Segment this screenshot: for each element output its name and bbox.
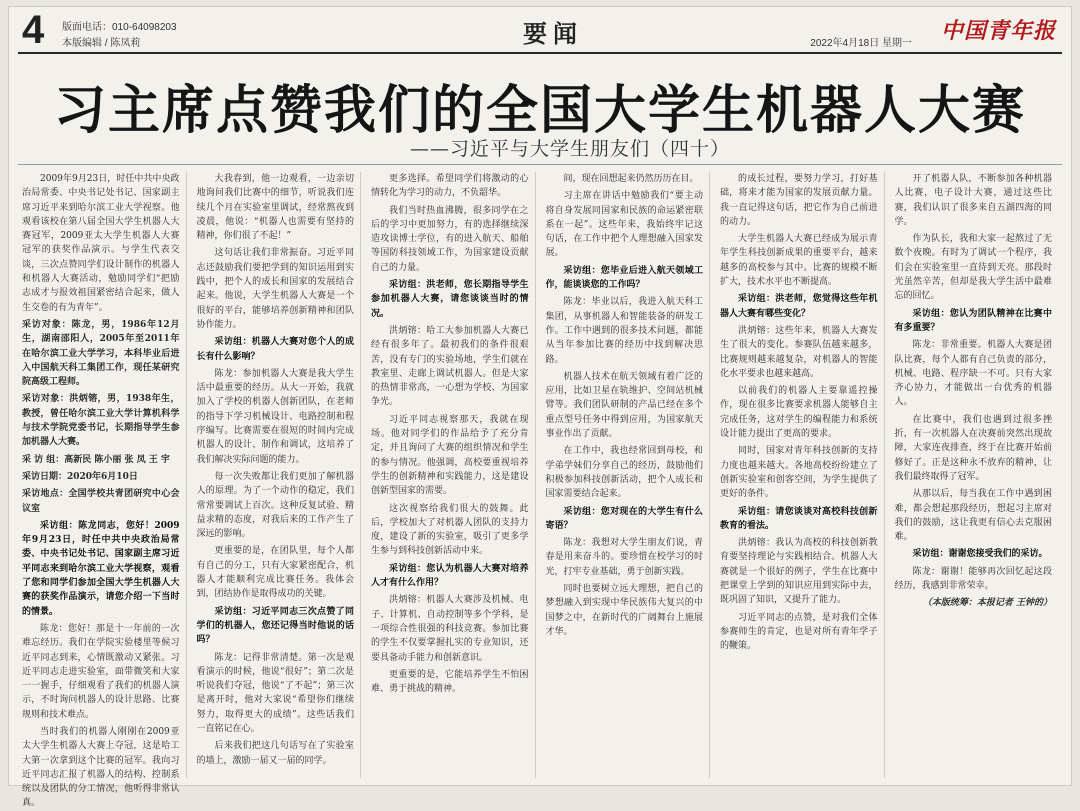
article-paragraph: 陈龙：我想对大学生朋友们说，青春是用来奋斗的。要珍惜在校学习的时光，打牢专业基础，勇于创新实践。 xyxy=(545,538,703,577)
interview-question: 采访组：习近平同志三次点赞了同学们的机器人，您还记得当时他说的话吗？ xyxy=(196,606,354,646)
page-number: 4 xyxy=(22,8,45,52)
article-paragraph: 陈龙：参加机器人大赛是我大学生活中最重要的经历。从大一开始，我就加入了学校的机器人创新团队，在老师的指导下学习机械设计、电路控制和程序编写。比赛需要在很短的时间内完成机器人的设计、制作和调试，这培养了我们解决实际问题的能力。 xyxy=(196,368,354,465)
article-paragraph: 习主席在讲话中勉励我们“要主动将自身发展同国家和民族的命运紧密联系在一起”。这些年来，我始终牢记这句话，在工作中把个人理想融入国家发展。 xyxy=(545,191,703,259)
article-paragraph: 每一次失败都让我们更加了解机器人的原理。为了一个动作的稳定，我们常常要调试上百次。这种反复试验、精益求精的态度，对我后来的工作产生了深远的影响。 xyxy=(196,471,354,540)
interview-credit: 采访地点：全国学校共青团研究中心会议室 xyxy=(22,489,180,514)
interview-question: 采访组：您认为团队精神在比赛中有多重要？ xyxy=(894,308,1052,333)
article-paragraph: 大学生机器人大赛已经成为展示青年学生科技创新成果的重要平台，越来越多的高校参与其中。比赛的规模不断扩大，技术水平也不断提高。 xyxy=(720,234,878,288)
subheadline: ——习近平与大学生朋友们（四十） xyxy=(409,138,730,160)
article-endnote: （本版统筹：本报记者 王钟的） xyxy=(922,598,1052,609)
article-paragraph: 同时也要树立远大理想，把自己的梦想融入到实现中华民族伟大复兴的中国梦之中，在新时代的广阔舞台上施展才华。 xyxy=(545,584,703,637)
header-editors: 本版编辑 / 陈凤莉 xyxy=(62,38,141,49)
article-paragraph: 洪炳镕：机器人大赛涉及机械、电子、计算机、自动控制等多个学科，是一项综合性很强的科技竞赛。参加比赛的学生不仅要掌握扎实的专业知识，还要具备动手能力和创新意识。 xyxy=(371,595,529,663)
article-paragraph: 从那以后，每当我在工作中遇到困难，都会想起那段经历，想起习主席对我们的鼓励，这让我更有信心去克服困难。 xyxy=(894,489,1052,543)
headline: 习主席点赞我们的全国大学生机器人大赛 xyxy=(53,81,1026,141)
section-title: 要闻 xyxy=(523,19,583,48)
article-paragraph: 大我春到，他一边观看，一边亲切地询问我们比赛中的细节，听说我们连续几个月在实验室里调试，经常熬夜到凌晨，他说：“机器人也需要有坚持的精神，你们很了不起！” xyxy=(196,174,354,242)
article-paragraph: 这句话让我们非常振奋。习近平同志还鼓励我们要把学到的知识运用到实践中，把个人的成长和国家的发展结合起来。他说，大学生机器人大赛是一个很好的平台，能够培养创新精神和团队协作能力。 xyxy=(196,248,354,330)
interview-question: 采访组：您毕业后进入航天领域工作，能谈谈您的工作吗？ xyxy=(545,265,703,291)
article-column xyxy=(895,172,1059,778)
interview-question: 采访组：机器人大赛对您个人的成长有什么影响？ xyxy=(196,337,354,362)
interview-question: 采访组：洪老师，您长期指导学生参加机器人大赛，请您谈谈当时的情况。 xyxy=(371,280,529,319)
article-paragraph: 更多选择。希望同学们将激动的心情转化为学习的动力，不负韶华。 xyxy=(371,174,529,199)
page-header xyxy=(18,8,1062,54)
article-paragraph: 洪炳镕：我认为高校的科技创新教育要坚持理论与实践相结合。机器人大赛就是一个很好的例子，学生在比赛中把课堂上学到的知识应用到实际中去，既巩固了知识，又提升了能力。 xyxy=(720,538,878,606)
article-paragraph: 习近平同志视察那天，我就在现场。他对同学们的作品给予了充分肯定，并且询问了大赛的组织情况和学生的参与情况。他强调，高校要重视培养学生的创新精神和实践能力，这是建设创新型国家的需要。 xyxy=(371,414,529,497)
article-paragraph: 在比赛中，我们也遇到过很多挫折，有一次机器人在决赛前突然出现故障，大家连夜排查，终于在比赛开始前修好了。正是这种永不放弃的精神，让我们最终取得了冠军。 xyxy=(894,414,1052,482)
article-paragraph: 当时我们的机器人刚刚在2009亚太大学生机器人大赛上夺冠，这是哈工大第一次拿到这个比赛的冠军。我向习近平同志汇报了机器人的结构、控制系统以及团队的分工情况，他听得非常认真。 xyxy=(22,726,180,809)
interview-credit: 采 访 组：高新民 陈小丽 张 凤 王 宇 xyxy=(22,454,170,465)
article-paragraph: 陈龙：记得非常清楚。第一次是观看演示的时候，他说“很好”；第二次是听说我们夺冠，他说“了不起”；第三次是离开时，他对大家说“希望你们继续努力，取得更大的成绩”。这些话我们一直铭记在心。 xyxy=(196,652,354,734)
article-column xyxy=(22,172,187,809)
article-paragraph: 这次视察给我们很大的鼓舞。此后，学校加大了对机器人团队的支持力度，建设了新的实验室，吸引了更多学生参与到科技创新活动中来。 xyxy=(371,503,529,557)
article-paragraph: 作为队长，我和大家一起熬过了无数个夜晚。有时为了调试一个程序，我们会在实验室里一直待到天亮。那段时光虽然辛苦，但却是我大学生活中最难忘的回忆。 xyxy=(894,234,1052,302)
article-column xyxy=(720,172,885,778)
article-paragraph: 我们当时热血沸腾，很多同学在之后的学习中更加努力，有的选择继续深造攻读博士学位，有的进入航天、船舶等国防科技领域工作，为国家建设贡献自己的力量。 xyxy=(371,205,529,273)
article-paragraph: 更重要的是，它能培养学生不怕困难、勇于挑战的精神。 xyxy=(371,669,529,695)
newspaper-page xyxy=(8,6,1072,809)
interview-question: 采访组：谢谢您接受我们的采访。 xyxy=(912,549,1048,560)
interview-question: 采访组：洪老师，您觉得这些年机器人大赛有哪些变化？ xyxy=(720,294,878,319)
interview-credit: 采访对象：陈龙，男，1986年12月生，湖南邵阳人，2005年至2011年在哈尔滨工业大学学习，本科毕业后进入中国航天科工集团工作，现任某研究院高级工程师。 xyxy=(22,319,180,388)
interview-question: 采访组：请您谈谈对高校科技创新教育的看法。 xyxy=(720,506,878,531)
newspaper-logo: 中国青年报 xyxy=(940,18,1056,44)
article-paragraph: 习近平同志的点赞，是对我们全体参赛师生的肯定，也是对所有青年学子的鞭策。 xyxy=(720,612,878,652)
article-paragraph: 洪炳镕：这些年来，机器人大赛发生了很大的变化。参赛队伍越来越多，比赛规则越来越复杂，对机器人的智能化水平要求也越来越高。 xyxy=(720,325,878,379)
article-paragraph: 在工作中，我也经常回到母校，和学弟学妹们分享自己的经历，鼓励他们积极参加科技创新活动，把个人成长和国家需要结合起来。 xyxy=(545,446,703,500)
article-paragraph: 陈龙：您好！那是十一年前的一次难忘经历。我们在学院实验楼里等候习近平同志到来，心情既激动又紧张。习近平同志走进实验室，面带微笑和大家一一握手，仔细观看了我们的机器人演示，不时询问机器人的设计思路、比赛规则和技术难点。 xyxy=(22,623,180,720)
article-column xyxy=(197,172,362,778)
article-paragraph: 机器人技术在航天领域有着广泛的应用，比如卫星在轨维护、空间站机械臂等。我们团队研制的产品已经在多个重点型号任务中得到应用，为国家航天事业作出了贡献。 xyxy=(545,371,703,440)
interview-credit: 采访日期：2020年6月10日 xyxy=(22,471,138,482)
article-paragraph: 更重要的是，在团队里，每个人都有自己的分工，只有大家紧密配合，机器人才能顺利完成比赛任务。我体会到，团结协作是取得成功的关键。 xyxy=(196,546,354,600)
article-column xyxy=(546,172,711,778)
article-paragraph: 后来我们把这几句话写在了实验室的墙上，激励一届又一届的同学。 xyxy=(196,741,354,766)
header-phone: 版面电话：010-64098203 xyxy=(62,22,177,33)
article-paragraph: 2009年9月23日，时任中共中央政治局常委、中央书记处书记、国家副主席习近平来到哈尔滨工业大学视察。他观看该校在第八届全国大学生机器人大赛冠军，2009亚太大学生机器人大赛冠军的获奖作品演示。与学生代表交谈，三次点赞同学们设计制作的机器人和机器人大赛活动，勉励同学们“把励志成才与报效祖国紧密结合起来，做人生交卷的有为青年”。 xyxy=(22,174,180,313)
article-paragraph: 同时，国家对青年科技创新的支持力度也越来越大。各地高校纷纷建立了创新实验室和创客空间，为学生提供了更好的条件。 xyxy=(720,446,878,500)
article-paragraph: 间，现在回想起来仍然历历在目。 xyxy=(563,174,699,184)
article-columns xyxy=(22,172,1058,809)
article-paragraph: 洪炳镕：哈工大参加机器人大赛已经有很多年了。最初我们的条件很艰苦，没有专门的实验场地，学生们就在教室里、走廊上调试机器人。但是大家的热情非常高，一心想为学校、为国家争光。 xyxy=(371,325,529,408)
article-paragraph: 以前我们的机器人主要靠遥控操作，现在很多比赛要求机器人能够自主完成任务，这对学生的编程能力和系统设计能力提出了更高的要求。 xyxy=(720,386,878,440)
article-paragraph: 开了机器人队，不断参加各种机器人比赛，电子设计大赛，通过这些比赛，我们认识了很多来自五湖四海的同学。 xyxy=(894,174,1052,227)
interview-question: 采访组：您认为机器人大赛对培养人才有什么作用？ xyxy=(371,563,529,589)
article-paragraph: 的成长过程，要努力学习，打好基础，将来才能为国家的发展贡献力量。我一直记得这句话，把它作为自己前进的动力。 xyxy=(720,174,878,227)
interview-question: 采访组：陈龙同志，您好！2009年9月23日，时任中共中央政治局常委、中央书记处书记、国家副主席习近平同志来到哈尔滨工业大学视察，观看了您和同学们参加全国大学生机器人大赛的获奖作品演示，请您介绍一下当时的情景。 xyxy=(22,520,180,617)
article-paragraph: 陈龙：非常重要。机器人大赛是团队比赛，每个人都有自己负责的部分，机械、电路、程序缺一不可。只有大家齐心协力，才能做出一台优秀的机器人。 xyxy=(894,340,1052,408)
headline-rule xyxy=(18,164,1062,165)
interview-question: 采访组：您对现在的大学生有什么寄语？ xyxy=(545,506,703,531)
article-paragraph: 陈龙：谢谢！能够再次回忆起这段经历，我感到非常荣幸。 xyxy=(894,566,1052,592)
article-column xyxy=(371,172,536,778)
article-paragraph: 陈龙：毕业以后，我进入航天科工集团，从事机器人和智能装备的研发工作。工作中遇到的很多技术问题，都能从当年参加比赛的经历中找到解决思路。 xyxy=(545,297,703,365)
header-date: 2022年4月18日 星期一 xyxy=(810,38,912,49)
interview-credit: 采访对象：洪炳镕，男，1938年生，教授，曾任哈尔滨工业大学计算机科学与技术学院党委书记，长期指导学生参加机器人大赛。 xyxy=(22,394,180,448)
